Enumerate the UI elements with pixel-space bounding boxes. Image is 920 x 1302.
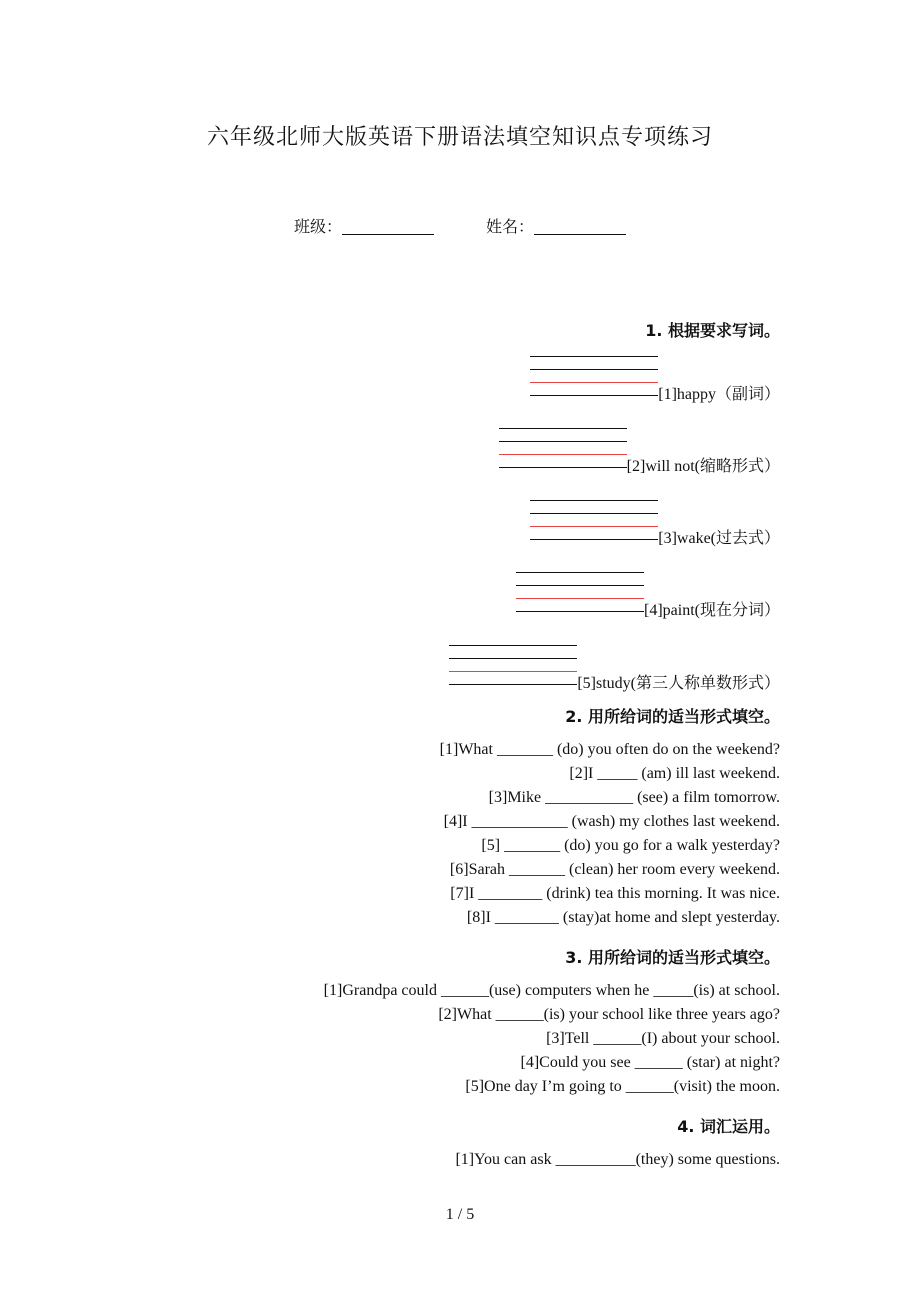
student-info [0, 214, 920, 237]
exercise-line: [6]Sarah _______ (clean) her room every weekend. [449, 861, 780, 878]
writing-item-text: [5]study(第三人称单数形式） [577, 675, 780, 692]
writing-item-text: [3]wake(过去式） [658, 530, 780, 547]
writing-lines [499, 422, 627, 470]
name-label: 姓名： [486, 217, 535, 236]
exercise-line: [7]I ________ (drink) tea this morning. It was nice. [450, 885, 780, 902]
class-label: 班级： [293, 217, 342, 236]
writing-item-text: [2]will not(缩略形式） [626, 458, 780, 475]
exercise-line: [2]What ______(is) your school like three years ago? [438, 1006, 780, 1023]
exercise-line: [8]I ________ (stay)at home and slept yesterday. [466, 909, 780, 926]
exercise-line: [4]I ____________ (wash) my clothes last weekend. [443, 813, 780, 830]
exercise-line: [3]Mike ___________ (see) a film tomorrow. [488, 789, 780, 806]
exercise-line: [5]One day I’m going to ______(visit) the moon. [465, 1078, 780, 1095]
writing-lines [516, 566, 644, 614]
writing-item-text: [4]paint(现在分词） [644, 602, 780, 619]
exercise-line: [1]Grandpa could ______(use) computers when he _____(is) at school. [323, 982, 780, 999]
writing-item-4[interactable] [516, 564, 780, 619]
section-3-heading: 3. 用所给词的适当形式填空。 [565, 948, 780, 967]
exercise-line: [1]What _______ (do) you often do on the weekend? [439, 741, 780, 758]
exercise-line: [1]You can ask __________(they) some questions. [455, 1151, 780, 1168]
writing-item-text: [1]happy（副词） [658, 386, 780, 403]
section-2-heading: 2. 用所给词的适当形式填空。 [565, 707, 780, 726]
writing-item-2[interactable] [499, 420, 780, 475]
page-title: 六年级北师大版英语下册语法填空知识点专项练习 [206, 125, 713, 150]
exercise-line: [2]I _____ (am) ill last weekend. [569, 765, 780, 782]
writing-lines [449, 639, 577, 687]
writing-lines [530, 494, 658, 542]
writing-item-5[interactable] [449, 637, 780, 692]
writing-item-3[interactable] [530, 492, 780, 547]
name-blank[interactable] [534, 218, 626, 235]
exercise-line: [3]Tell ______(I) about your school. [546, 1030, 780, 1047]
writing-item-1[interactable] [530, 348, 780, 403]
section-1-heading: 1. 根据要求写词。 [645, 321, 780, 340]
section-4-heading: 4. 词汇运用。 [677, 1117, 780, 1136]
class-blank[interactable] [342, 218, 434, 235]
exercise-line: [5] _______ (do) you go for a walk yesterday? [481, 837, 780, 854]
page-number: 1 / 5 [445, 1206, 475, 1223]
writing-lines [530, 350, 658, 398]
exercise-line: [4]Could you see ______ (star) at night? [520, 1054, 780, 1071]
